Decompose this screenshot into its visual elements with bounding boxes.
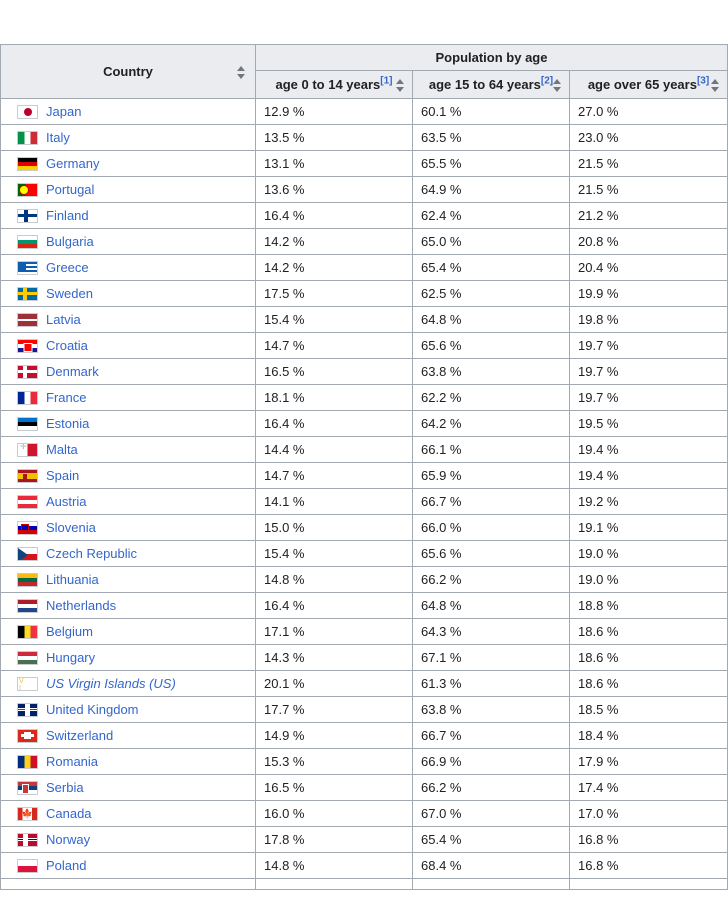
cell-country (1, 99, 256, 125)
cell-country (1, 359, 256, 385)
flag-icon (17, 573, 38, 587)
country-link[interactable]: Switzerland (46, 728, 114, 743)
country-link[interactable]: Czech Republic (46, 546, 138, 561)
cell-age-0-14: 16.4 % (256, 593, 413, 619)
reference-1-link[interactable]: [1] (380, 75, 393, 87)
cell-age-15-64: 67.1 % (413, 645, 570, 671)
cell-age-0-14: 18.1 % (256, 385, 413, 411)
flag-icon (17, 287, 38, 301)
cell-country (1, 177, 256, 203)
flag-icon (17, 235, 38, 249)
cell-age-0-14: 15.4 % (256, 307, 413, 333)
cell-age-over-65: 21.2 % (570, 203, 728, 229)
cell-country (1, 567, 256, 593)
flag-icon (17, 755, 38, 769)
column-header-country[interactable] (1, 45, 256, 99)
country-cell (9, 858, 247, 873)
flag-icon (17, 391, 38, 405)
flag-icon (17, 443, 38, 457)
cell-age-0-14: 14.1 % (256, 489, 413, 515)
cell-age-15-64: 63.5 % (413, 125, 570, 151)
country-link[interactable]: Japan (46, 104, 82, 119)
cell-age-0-14: 16.0 % (256, 801, 413, 827)
sort-arrows-icon[interactable] (236, 66, 247, 79)
cell-age-0-14: 14.2 % (256, 229, 413, 255)
country-link[interactable]: Hungary (46, 650, 96, 665)
cell-age-0-14: 14.8 % (256, 853, 413, 879)
header-row-top (1, 45, 728, 71)
table-row (1, 775, 728, 801)
cell-age-over-65: 19.7 % (570, 385, 728, 411)
country-cell (9, 468, 247, 483)
country-link[interactable]: United Kingdom (46, 702, 139, 717)
cell-age-0-14: 15.3 % (256, 749, 413, 775)
cell-age-15-64: 65.5 % (413, 151, 570, 177)
country-link[interactable]: Greece (46, 260, 89, 275)
cell-age-15-64: 65.6 % (413, 541, 570, 567)
cell-age-over-65: 19.0 % (570, 567, 728, 593)
table-row (1, 125, 728, 151)
country-cell (9, 702, 247, 717)
table-row (1, 255, 728, 281)
country-link[interactable]: Estonia (46, 416, 90, 431)
cell-age-over-65: 19.4 % (570, 437, 728, 463)
cell-country (1, 593, 256, 619)
cell-partial (1, 879, 256, 890)
flag-icon (17, 547, 38, 561)
cell-country (1, 489, 256, 515)
cell-country (1, 229, 256, 255)
cell-age-over-65: 16.8 % (570, 853, 728, 879)
cell-age-0-14: 14.3 % (256, 645, 413, 671)
table-row (1, 723, 728, 749)
cell-age-over-65: 17.4 % (570, 775, 728, 801)
flag-icon (17, 339, 38, 353)
cell-age-over-65: 20.4 % (570, 255, 728, 281)
cell-age-0-14: 16.5 % (256, 775, 413, 801)
column-header-age-over-65-label: age over 65 years (587, 77, 697, 92)
country-link[interactable]: Portugal (46, 182, 95, 197)
country-cell (9, 572, 247, 587)
table-row (1, 593, 728, 619)
table-row (1, 437, 728, 463)
cell-age-over-65: 27.0 % (570, 99, 728, 125)
cell-age-over-65: 17.0 % (570, 801, 728, 827)
cell-country (1, 645, 256, 671)
table-row (1, 385, 728, 411)
table-row (1, 489, 728, 515)
country-link[interactable]: Canada (46, 806, 92, 821)
flag-icon (17, 807, 38, 821)
flag-icon (17, 157, 38, 171)
country-cell (9, 494, 247, 509)
cell-age-15-64: 67.0 % (413, 801, 570, 827)
country-cell (9, 156, 247, 171)
column-header-age-0-14[interactable] (256, 71, 413, 99)
cell-age-15-64: 66.2 % (413, 775, 570, 801)
cell-age-over-65: 20.8 % (570, 229, 728, 255)
country-cell (9, 780, 247, 795)
table-row (1, 463, 728, 489)
cell-country (1, 749, 256, 775)
flag-icon (17, 183, 38, 197)
cell-age-over-65: 18.6 % (570, 619, 728, 645)
cell-age-0-14: 14.7 % (256, 463, 413, 489)
country-link[interactable]: Lithuania (46, 572, 99, 587)
country-cell (9, 520, 247, 535)
table-row (1, 541, 728, 567)
cell-age-0-14: 13.6 % (256, 177, 413, 203)
cell-country (1, 723, 256, 749)
table-row (1, 307, 728, 333)
cell-age-over-65: 19.1 % (570, 515, 728, 541)
cell-age-0-14: 17.5 % (256, 281, 413, 307)
cell-age-0-14: 16.5 % (256, 359, 413, 385)
table-row (1, 411, 728, 437)
cell-age-15-64: 66.7 % (413, 723, 570, 749)
country-link[interactable]: Croatia (46, 338, 88, 353)
reference-3[interactable] (697, 76, 709, 87)
cell-age-0-14: 15.0 % (256, 515, 413, 541)
cell-age-15-64: 64.2 % (413, 411, 570, 437)
column-group-header-population-by-age (256, 45, 728, 71)
table-row (1, 203, 728, 229)
country-link[interactable]: Sweden (46, 286, 93, 301)
cell-country (1, 853, 256, 879)
country-cell (9, 806, 247, 821)
cell-age-over-65: 19.5 % (570, 411, 728, 437)
country-cell (9, 286, 247, 301)
country-link[interactable]: Belgium (46, 624, 93, 639)
cell-age-15-64: 63.8 % (413, 697, 570, 723)
cell-age-0-14: 15.4 % (256, 541, 413, 567)
cell-age-0-14: 16.4 % (256, 203, 413, 229)
cell-age-15-64: 64.3 % (413, 619, 570, 645)
cell-age-15-64: 62.5 % (413, 281, 570, 307)
flag-icon (17, 469, 38, 483)
cell-partial (570, 879, 728, 890)
cell-age-over-65: 18.6 % (570, 645, 728, 671)
cell-country (1, 515, 256, 541)
table-row (1, 515, 728, 541)
country-cell (9, 598, 247, 613)
cell-age-0-14: 14.4 % (256, 437, 413, 463)
flag-icon (17, 521, 38, 535)
table-row (1, 645, 728, 671)
flag-icon (17, 131, 38, 145)
country-cell (9, 676, 247, 691)
country-cell (9, 546, 247, 561)
cell-age-15-64: 66.9 % (413, 749, 570, 775)
country-cell (9, 104, 247, 119)
country-cell (9, 182, 247, 197)
cell-country (1, 463, 256, 489)
country-link[interactable]: Finland (46, 208, 89, 223)
cell-partial (413, 879, 570, 890)
flag-icon (17, 703, 38, 717)
cell-country (1, 333, 256, 359)
reference-1[interactable] (380, 76, 392, 87)
table-body (1, 99, 728, 890)
table-row (1, 567, 728, 593)
cell-country (1, 255, 256, 281)
cell-age-over-65: 18.8 % (570, 593, 728, 619)
country-cell (9, 416, 247, 431)
table-row (1, 177, 728, 203)
cell-age-15-64: 66.7 % (413, 489, 570, 515)
cell-age-15-64: 64.9 % (413, 177, 570, 203)
country-link[interactable]: Denmark (46, 364, 99, 379)
column-header-age-15-64-label: age 15 to 64 years (428, 77, 541, 92)
table-row (1, 749, 728, 775)
country-link[interactable]: Malta (46, 442, 78, 457)
cell-country (1, 151, 256, 177)
country-cell (9, 650, 247, 665)
country-link[interactable]: Italy (46, 130, 70, 145)
country-link[interactable]: Germany (46, 156, 100, 171)
flag-icon (17, 625, 38, 639)
cell-age-over-65: 19.2 % (570, 489, 728, 515)
cell-country (1, 775, 256, 801)
reference-2-link[interactable]: [2] (540, 75, 554, 87)
flag-icon (17, 417, 38, 431)
country-cell (9, 208, 247, 223)
country-cell (9, 442, 247, 457)
column-header-country-label: Country (103, 64, 153, 79)
country-cell (9, 260, 247, 275)
country-cell (9, 390, 247, 405)
cell-age-over-65: 19.9 % (570, 281, 728, 307)
cell-age-15-64: 60.1 % (413, 99, 570, 125)
flag-icon (17, 833, 38, 847)
country-link[interactable]: Bulgaria (46, 234, 94, 249)
cell-age-0-14: 13.1 % (256, 151, 413, 177)
column-header-age-over-65[interactable] (570, 71, 728, 99)
flag-icon (17, 105, 38, 119)
table-row (1, 281, 728, 307)
cell-age-0-14: 17.1 % (256, 619, 413, 645)
cell-country (1, 801, 256, 827)
cell-age-over-65: 18.4 % (570, 723, 728, 749)
cell-country (1, 671, 256, 697)
country-link[interactable]: US Virgin Islands (US) (46, 676, 176, 691)
cell-age-over-65: 19.7 % (570, 333, 728, 359)
country-cell (9, 338, 247, 353)
cell-age-15-64: 68.4 % (413, 853, 570, 879)
table-row (1, 827, 728, 853)
cell-age-0-14: 13.5 % (256, 125, 413, 151)
country-link[interactable]: Poland (46, 858, 87, 873)
cell-age-15-64: 64.8 % (413, 593, 570, 619)
country-cell (9, 754, 247, 769)
flag-icon (17, 313, 38, 327)
table-row-partial (1, 879, 728, 890)
cell-age-15-64: 65.4 % (413, 255, 570, 281)
cell-age-over-65: 21.5 % (570, 151, 728, 177)
cell-age-over-65: 16.8 % (570, 827, 728, 853)
cell-age-over-65: 18.6 % (570, 671, 728, 697)
sort-arrows-icon[interactable] (710, 79, 721, 92)
cell-country (1, 307, 256, 333)
flag-icon (17, 261, 38, 275)
cell-age-15-64: 61.3 % (413, 671, 570, 697)
table-row (1, 99, 728, 125)
flag-icon (17, 677, 38, 691)
population-by-age-table (0, 44, 728, 890)
cell-age-0-14: 14.7 % (256, 333, 413, 359)
cell-age-over-65: 19.0 % (570, 541, 728, 567)
cell-age-15-64: 65.9 % (413, 463, 570, 489)
flag-icon (17, 495, 38, 509)
cell-country (1, 411, 256, 437)
country-link[interactable]: Latvia (46, 312, 81, 327)
cell-age-15-64: 66.0 % (413, 515, 570, 541)
table-row (1, 697, 728, 723)
cell-age-0-14: 17.8 % (256, 827, 413, 853)
cell-country (1, 203, 256, 229)
cell-age-0-14: 12.9 % (256, 99, 413, 125)
flag-icon (17, 599, 38, 613)
reference-3-link[interactable]: [3] (696, 75, 710, 87)
cell-country (1, 827, 256, 853)
cell-age-over-65: 19.8 % (570, 307, 728, 333)
table-row (1, 229, 728, 255)
cell-age-15-64: 63.8 % (413, 359, 570, 385)
cell-age-15-64: 64.8 % (413, 307, 570, 333)
cell-age-0-14: 14.8 % (256, 567, 413, 593)
cell-country (1, 125, 256, 151)
country-link[interactable]: Norway (46, 832, 91, 847)
country-cell (9, 624, 247, 639)
country-link[interactable]: Austria (46, 494, 87, 509)
cell-age-0-14: 14.2 % (256, 255, 413, 281)
table-row (1, 151, 728, 177)
flag-icon (17, 365, 38, 379)
table-row (1, 801, 728, 827)
country-link[interactable]: Romania (46, 754, 99, 769)
flag-icon (17, 781, 38, 795)
cell-age-over-65: 17.9 % (570, 749, 728, 775)
cell-age-15-64: 62.4 % (413, 203, 570, 229)
column-group-header-label: Population by age (435, 50, 548, 65)
cell-age-over-65: 23.0 % (570, 125, 728, 151)
table-row (1, 671, 728, 697)
cell-partial (256, 879, 413, 890)
cell-country (1, 697, 256, 723)
cell-country (1, 281, 256, 307)
country-cell (9, 130, 247, 145)
cell-age-15-64: 65.0 % (413, 229, 570, 255)
country-link[interactable]: Spain (46, 468, 80, 483)
flag-icon (17, 859, 38, 873)
cell-age-0-14: 17.7 % (256, 697, 413, 723)
table-header (1, 45, 728, 99)
cell-age-15-64: 66.1 % (413, 437, 570, 463)
country-cell (9, 312, 247, 327)
cell-age-0-14: 16.4 % (256, 411, 413, 437)
country-cell (9, 728, 247, 743)
sort-arrows-icon[interactable] (395, 79, 406, 92)
cell-age-over-65: 21.5 % (570, 177, 728, 203)
cell-age-over-65: 19.4 % (570, 463, 728, 489)
country-link[interactable]: Slovenia (46, 520, 96, 535)
table-row (1, 619, 728, 645)
country-cell (9, 234, 247, 249)
table-row (1, 333, 728, 359)
cell-age-15-64: 65.6 % (413, 333, 570, 359)
table-row (1, 359, 728, 385)
table-row (1, 853, 728, 879)
flag-icon (17, 651, 38, 665)
column-header-age-0-14-label: age 0 to 14 years (275, 77, 381, 92)
cell-age-over-65: 19.7 % (570, 359, 728, 385)
cell-country (1, 541, 256, 567)
cell-country (1, 385, 256, 411)
country-link[interactable]: Serbia (46, 780, 84, 795)
flag-icon (17, 729, 38, 743)
sort-arrows-icon[interactable] (552, 79, 563, 92)
cell-country (1, 619, 256, 645)
country-link[interactable]: France (46, 390, 87, 405)
cell-age-0-14: 20.1 % (256, 671, 413, 697)
cell-age-15-64: 65.4 % (413, 827, 570, 853)
cell-country (1, 437, 256, 463)
country-cell (9, 832, 247, 847)
cell-age-15-64: 66.2 % (413, 567, 570, 593)
column-header-age-15-64[interactable] (413, 71, 570, 99)
cell-age-15-64: 62.2 % (413, 385, 570, 411)
cell-age-over-65: 18.5 % (570, 697, 728, 723)
flag-icon (17, 209, 38, 223)
country-link[interactable]: Netherlands (46, 598, 117, 613)
cell-age-0-14: 14.9 % (256, 723, 413, 749)
country-cell (9, 364, 247, 379)
